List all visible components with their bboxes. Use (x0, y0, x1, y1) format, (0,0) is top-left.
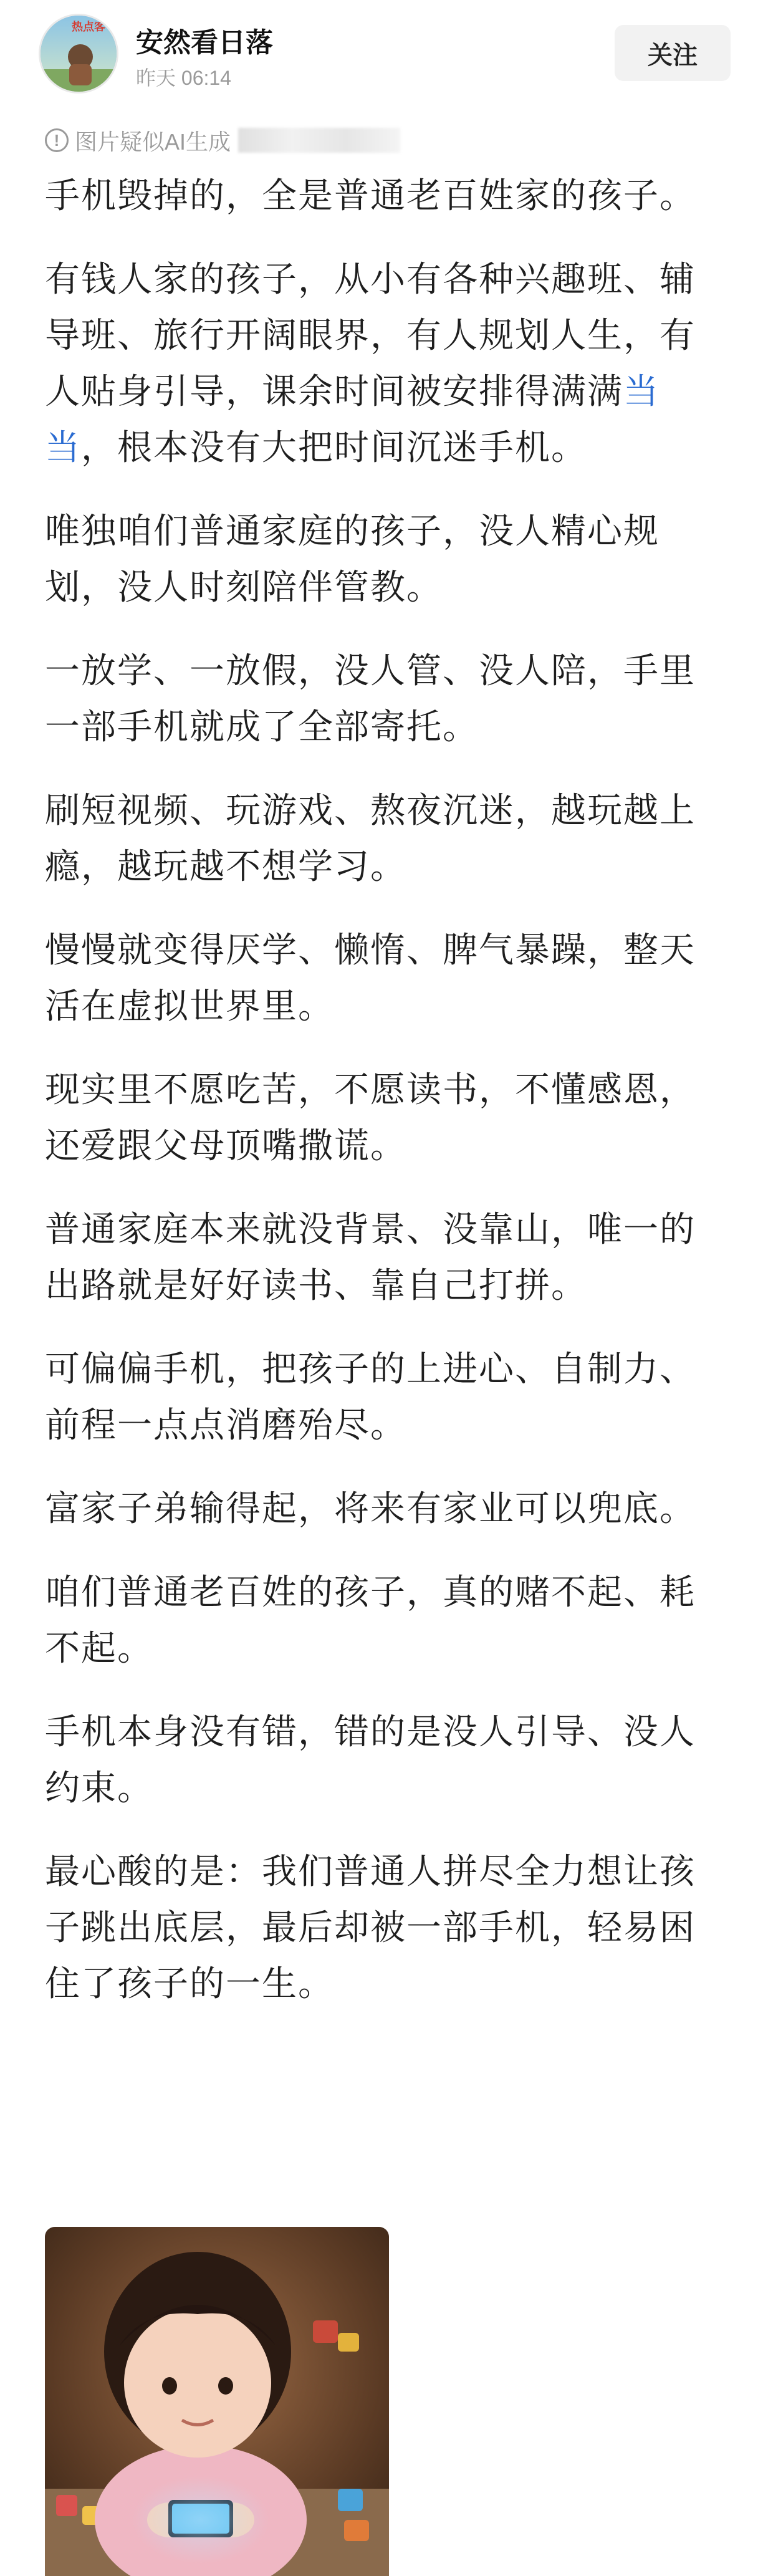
info-icon: ! (45, 128, 69, 152)
paragraph: 唯独咱们普通家庭的孩子，没人精心规划，没人时刻陪伴管教。 (45, 511, 660, 608)
paragraph: 慢慢就变得厌学、懒惰、脾气暴躁，整天活在虚拟世界里。 (45, 930, 696, 1027)
keyword-link[interactable]: 当当 (45, 372, 660, 468)
author-name[interactable]: 安然看日落 (136, 27, 273, 58)
ai-generated-notice (45, 125, 400, 156)
post-header (0, 0, 758, 125)
paragraph: 手机毁掉的，全是普通老百姓家的孩子。 (45, 176, 696, 216)
paragraph-text: 有钱人家的孩子，从小有各种兴趣班、辅导班、旅行开阔眼界，有人规划人生，有人贴身引导，课余时间被安排得满满 (45, 259, 696, 412)
child-with-phone-image (45, 2227, 389, 2576)
paragraph-text: ，根本没有大把时间沉迷手机。 (81, 428, 587, 468)
ai-notice-text: 图片疑似AI生成 (75, 128, 231, 155)
article-image[interactable] (45, 2227, 389, 2576)
author-avatar[interactable] (39, 14, 118, 94)
paragraph: 可偏偏手机，把孩子的上进心、自制力、前程一点点消磨殆尽。 (45, 1349, 696, 1446)
paragraph: 手机本身没有错，错的是没人引导、没人约束。 (45, 1712, 696, 1809)
paragraph: 刷短视频、玩游戏、熬夜沉迷，越玩越上瘾，越玩越不想学习。 (45, 791, 696, 887)
avatar-badge: 热点客 (72, 21, 105, 33)
article-body (45, 168, 706, 2040)
paragraph (45, 252, 706, 476)
follow-button[interactable]: 关注 (615, 25, 731, 81)
blurred-placeholder (238, 128, 400, 153)
paragraph: 普通家庭本来就没背景、没靠山，唯一的出路就是好好读书、靠自己打拼。 (45, 1209, 696, 1306)
post-time: 昨天 06:14 (136, 67, 231, 89)
paragraph: 富家子弟输得起，将来有家业可以兜底。 (45, 1489, 696, 1529)
paragraph: 最心酸的是：我们普通人拼尽全力想让孩子跳出底层，最后却被一部手机，轻易困住了孩子的一生。 (45, 1852, 696, 2004)
paragraph: 咱们普通老百姓的孩子，真的赌不起、耗不起。 (45, 1572, 696, 1669)
paragraph: 一放学、一放假，没人管、没人陪，手里一部手机就成了全部寄托。 (45, 651, 696, 747)
paragraph: 现实里不愿吃苦，不愿读书，不懂感恩，还爱跟父母顶嘴撒谎。 (45, 1070, 696, 1166)
